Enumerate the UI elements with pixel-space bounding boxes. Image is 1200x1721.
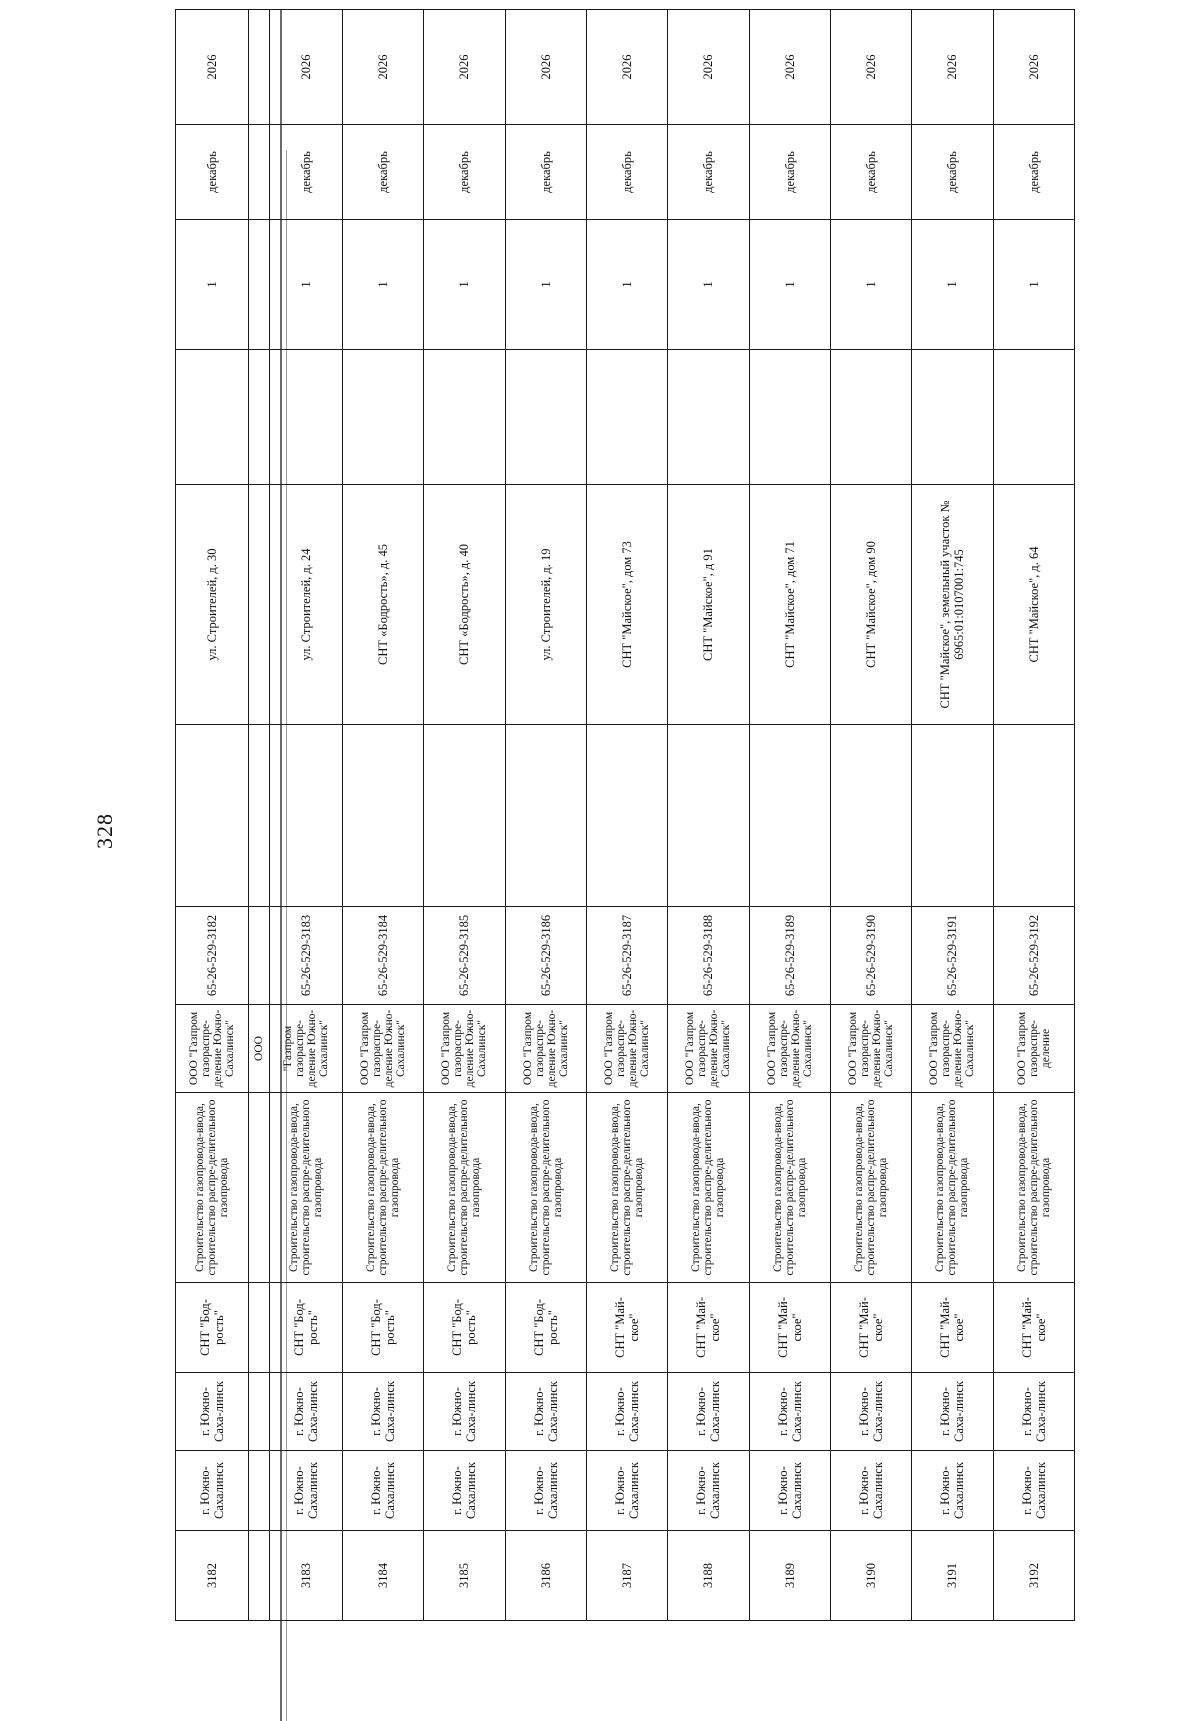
city-cell: г. Южно-Сахалинск xyxy=(176,1451,249,1531)
empty-cell xyxy=(993,350,1074,485)
object-code: 65-26-529-3187 xyxy=(586,907,667,1005)
table-row xyxy=(342,10,423,1621)
work-description: Строительство газопровода-ввода, строительство распре-делительного газопровода xyxy=(424,1093,505,1283)
month-cell: декабрь xyxy=(668,125,749,220)
year-cell: 2026 xyxy=(342,10,423,125)
address-cell: СНТ "Майское", дом 90 xyxy=(830,485,911,725)
city-cell: г. Южно-Сахалинск xyxy=(749,1451,830,1531)
address-cell: СНТ "Майское", дом 71 xyxy=(749,485,830,725)
owner-org: ООО "Газпром газораспре-деление Южно-Сахалинск" xyxy=(424,1005,505,1093)
owner-org: ООО "Газпром газораспре-деление Южно-Сахалинск" xyxy=(668,1005,749,1093)
owner-org: ООО "Газпром газораспре-деление Южно-Сахалинск" xyxy=(749,1005,830,1093)
district-cell: г. Южно-Саха-линск xyxy=(993,1373,1074,1451)
month-cell: декабрь xyxy=(342,125,423,220)
object-code: 65-26-529-3189 xyxy=(749,907,830,1005)
work-description: Строительство газопровода-ввода, строительство распре-делительного газопровода xyxy=(586,1093,667,1283)
work-description: Строительство газопровода-ввода, строительство распре-делительного газопровода xyxy=(912,1093,993,1283)
row-number: 3187 xyxy=(586,1531,667,1621)
row-number xyxy=(249,1531,270,1621)
row-number: 3192 xyxy=(993,1531,1074,1621)
owner-org: ООО "Газпром газораспре-деление Южно-Сахалинск" xyxy=(586,1005,667,1093)
month-cell: декабрь xyxy=(912,125,993,220)
month-cell: декабрь xyxy=(505,125,586,220)
quantity-cell: 1 xyxy=(269,220,342,350)
table-body xyxy=(176,10,1075,1621)
year-cell: 2026 xyxy=(269,10,342,125)
quantity-cell: 1 xyxy=(505,220,586,350)
row-number: 3184 xyxy=(342,1531,423,1621)
city-cell: г. Южно-Сахалинск xyxy=(505,1451,586,1531)
city-cell: г. Южно-Сахалинск xyxy=(993,1451,1074,1531)
row-number: 3189 xyxy=(749,1531,830,1621)
table-row xyxy=(993,10,1074,1621)
empty-cell xyxy=(912,350,993,485)
address-cell: ул. Строителей, д. 19 xyxy=(505,485,586,725)
work-description: Строительство газопровода-ввода, строительство распре-делительного газопровода xyxy=(269,1093,342,1283)
quantity-cell: 1 xyxy=(668,220,749,350)
work-description: Строительство газопровода-ввода, строительство распре-делительного газопровода xyxy=(342,1093,423,1283)
gas-works-table xyxy=(175,9,1075,1621)
city-cell: г. Южно-Сахалинск xyxy=(586,1451,667,1531)
district-cell xyxy=(249,1373,270,1451)
object-code: 65-26-529-3191 xyxy=(912,907,993,1005)
district-cell: г. Южно-Саха-линск xyxy=(176,1373,249,1451)
city-cell xyxy=(249,1451,270,1531)
owner-org: ООО "Газпром газораспре-деление Южно-Сахалинск" xyxy=(176,1005,249,1093)
month-cell: декабрь xyxy=(749,125,830,220)
settlement-cell: СНТ "Май-ское" xyxy=(993,1283,1074,1373)
empty-cell xyxy=(912,725,993,907)
year-cell: 2026 xyxy=(505,10,586,125)
year-cell: 2026 xyxy=(749,10,830,125)
month-cell: декабрь xyxy=(424,125,505,220)
year-cell: 2026 xyxy=(586,10,667,125)
month-cell: декабрь xyxy=(993,125,1074,220)
district-cell: г. Южно-Саха-линск xyxy=(342,1373,423,1451)
settlement-cell: СНТ "Май-ское" xyxy=(912,1283,993,1373)
row-number: 3183 xyxy=(269,1531,342,1621)
year-cell: 2026 xyxy=(993,10,1074,125)
city-cell: г. Южно-Сахалинск xyxy=(342,1451,423,1531)
quantity-cell xyxy=(249,220,270,350)
settlement-cell: СНТ "Бод-рость" xyxy=(424,1283,505,1373)
city-cell: г. Южно-Сахалинск xyxy=(830,1451,911,1531)
address-cell xyxy=(249,485,270,725)
address-cell: СНТ "Майское", д 91 xyxy=(668,485,749,725)
table-row xyxy=(749,10,830,1621)
year-cell: 2026 xyxy=(424,10,505,125)
owner-org: ООО "Газпром газораспре-деление Южно-Сахалинск" xyxy=(830,1005,911,1093)
table-row xyxy=(912,10,993,1621)
settlement-cell xyxy=(249,1283,270,1373)
object-code: 65-26-529-3183 xyxy=(269,907,342,1005)
owner-org: "Газпром газораспре-деление Южно-Сахалинск" xyxy=(269,1005,342,1093)
object-code: 65-26-529-3184 xyxy=(342,907,423,1005)
object-code xyxy=(249,907,270,1005)
quantity-cell: 1 xyxy=(912,220,993,350)
object-code: 65-26-529-3186 xyxy=(505,907,586,1005)
row-number: 3191 xyxy=(912,1531,993,1621)
month-cell xyxy=(249,125,270,220)
empty-cell xyxy=(176,350,249,485)
quantity-cell: 1 xyxy=(342,220,423,350)
table-row xyxy=(424,10,505,1621)
empty-cell xyxy=(668,725,749,907)
empty-cell xyxy=(749,350,830,485)
address-cell: СНТ "Майское", земельный участок № 6965:01:0107001:745 xyxy=(912,485,993,725)
settlement-cell: СНТ "Май-ское" xyxy=(830,1283,911,1373)
district-cell: г. Южно-Саха-линск xyxy=(830,1373,911,1451)
work-description: Строительство газопровода-ввода, строительство распре-делительного газопровода xyxy=(993,1093,1074,1283)
empty-cell xyxy=(505,725,586,907)
table-row xyxy=(668,10,749,1621)
quantity-cell: 1 xyxy=(830,220,911,350)
owner-org: ООО "Газпром газораспре-деление xyxy=(993,1005,1074,1093)
district-cell: г. Южно-Саха-линск xyxy=(269,1373,342,1451)
table-row xyxy=(505,10,586,1621)
work-description: Строительство газопровода-ввода, строительство распре-делительного газопровода xyxy=(668,1093,749,1283)
table-row xyxy=(249,10,270,1621)
quantity-cell: 1 xyxy=(176,220,249,350)
city-cell: г. Южно-Сахалинск xyxy=(269,1451,342,1531)
district-cell: г. Южно-Саха-линск xyxy=(668,1373,749,1451)
year-cell: 2026 xyxy=(176,10,249,125)
empty-cell xyxy=(269,350,342,485)
year-cell: 2026 xyxy=(668,10,749,125)
empty-cell xyxy=(586,350,667,485)
empty-cell xyxy=(176,725,249,907)
empty-cell xyxy=(830,350,911,485)
object-code: 65-26-529-3185 xyxy=(424,907,505,1005)
empty-cell xyxy=(668,350,749,485)
empty-cell xyxy=(424,725,505,907)
district-cell: г. Южно-Саха-линск xyxy=(424,1373,505,1451)
page-number: 328 xyxy=(92,813,117,849)
table-row xyxy=(830,10,911,1621)
work-description: Строительство газопровода-ввода, строительство распре-делительного газопровода xyxy=(749,1093,830,1283)
settlement-cell: СНТ "Бод-рость" xyxy=(176,1283,249,1373)
month-cell: декабрь xyxy=(586,125,667,220)
address-cell: ул. Строителей, д. 30 xyxy=(176,485,249,725)
address-cell: СНТ «Бодрость», д. 45 xyxy=(342,485,423,725)
object-code: 65-26-529-3190 xyxy=(830,907,911,1005)
empty-cell xyxy=(249,350,270,485)
row-number: 3190 xyxy=(830,1531,911,1621)
district-cell: г. Южно-Саха-линск xyxy=(912,1373,993,1451)
object-code: 65-26-529-3182 xyxy=(176,907,249,1005)
quantity-cell: 1 xyxy=(586,220,667,350)
owner-org: ООО xyxy=(249,1005,270,1093)
month-cell: декабрь xyxy=(176,125,249,220)
city-cell: г. Южно-Сахалинск xyxy=(424,1451,505,1531)
address-cell: СНТ "Майское", дом 73 xyxy=(586,485,667,725)
settlement-cell: СНТ "Май-ское" xyxy=(668,1283,749,1373)
object-code: 65-26-529-3188 xyxy=(668,907,749,1005)
work-description: Строительство газопровода-ввода, строительство распре-делительного газопровода xyxy=(176,1093,249,1283)
work-description: Строительство газопровода-ввода, строительство распре-делительного газопровода xyxy=(505,1093,586,1283)
empty-cell xyxy=(342,725,423,907)
work-description xyxy=(249,1093,270,1283)
table-row xyxy=(269,10,342,1621)
quantity-cell: 1 xyxy=(993,220,1074,350)
empty-cell xyxy=(342,350,423,485)
table-row xyxy=(176,10,249,1621)
settlement-cell: СНТ "Бод-рость" xyxy=(269,1283,342,1373)
settlement-cell: СНТ "Май-ское" xyxy=(586,1283,667,1373)
address-cell: ул. Строителей, д. 24 xyxy=(269,485,342,725)
city-cell: г. Южно-Сахалинск xyxy=(668,1451,749,1531)
empty-cell xyxy=(249,725,270,907)
year-cell xyxy=(249,10,270,125)
year-cell: 2026 xyxy=(912,10,993,125)
empty-cell xyxy=(586,725,667,907)
settlement-cell: СНТ "Бод-рость" xyxy=(505,1283,586,1373)
address-cell: СНТ "Майское", д. 64 xyxy=(993,485,1074,725)
month-cell: декабрь xyxy=(830,125,911,220)
owner-org: ООО "Газпром газораспре-деление Южно-Сахалинск" xyxy=(912,1005,993,1093)
owner-org: ООО "Газпром газораспре-деление Южно-Сахалинск" xyxy=(505,1005,586,1093)
city-cell: г. Южно-Сахалинск xyxy=(912,1451,993,1531)
work-description: Строительство газопровода-ввода, строительство распре-делительного газопровода xyxy=(830,1093,911,1283)
year-cell: 2026 xyxy=(830,10,911,125)
district-cell: г. Южно-Саха-линск xyxy=(586,1373,667,1451)
object-code: 65-26-529-3192 xyxy=(993,907,1074,1005)
empty-cell xyxy=(269,725,342,907)
rotated-table-wrapper xyxy=(175,54,1075,1621)
address-cell: СНТ «Бодрость», д. 40 xyxy=(424,485,505,725)
district-cell: г. Южно-Саха-линск xyxy=(749,1373,830,1451)
quantity-cell: 1 xyxy=(424,220,505,350)
table-row xyxy=(586,10,667,1621)
settlement-cell: СНТ "Бод-рость" xyxy=(342,1283,423,1373)
empty-cell xyxy=(424,350,505,485)
empty-cell xyxy=(749,725,830,907)
empty-cell xyxy=(993,725,1074,907)
row-number: 3186 xyxy=(505,1531,586,1621)
row-number: 3182 xyxy=(176,1531,249,1621)
owner-org: ООО "Газпром газораспре-деление Южно-Сахалинск" xyxy=(342,1005,423,1093)
row-number: 3188 xyxy=(668,1531,749,1621)
empty-cell xyxy=(830,725,911,907)
row-number: 3185 xyxy=(424,1531,505,1621)
quantity-cell: 1 xyxy=(749,220,830,350)
empty-cell xyxy=(505,350,586,485)
settlement-cell: СНТ "Май-ское" xyxy=(749,1283,830,1373)
month-cell: декабрь xyxy=(269,125,342,220)
district-cell: г. Южно-Саха-линск xyxy=(505,1373,586,1451)
